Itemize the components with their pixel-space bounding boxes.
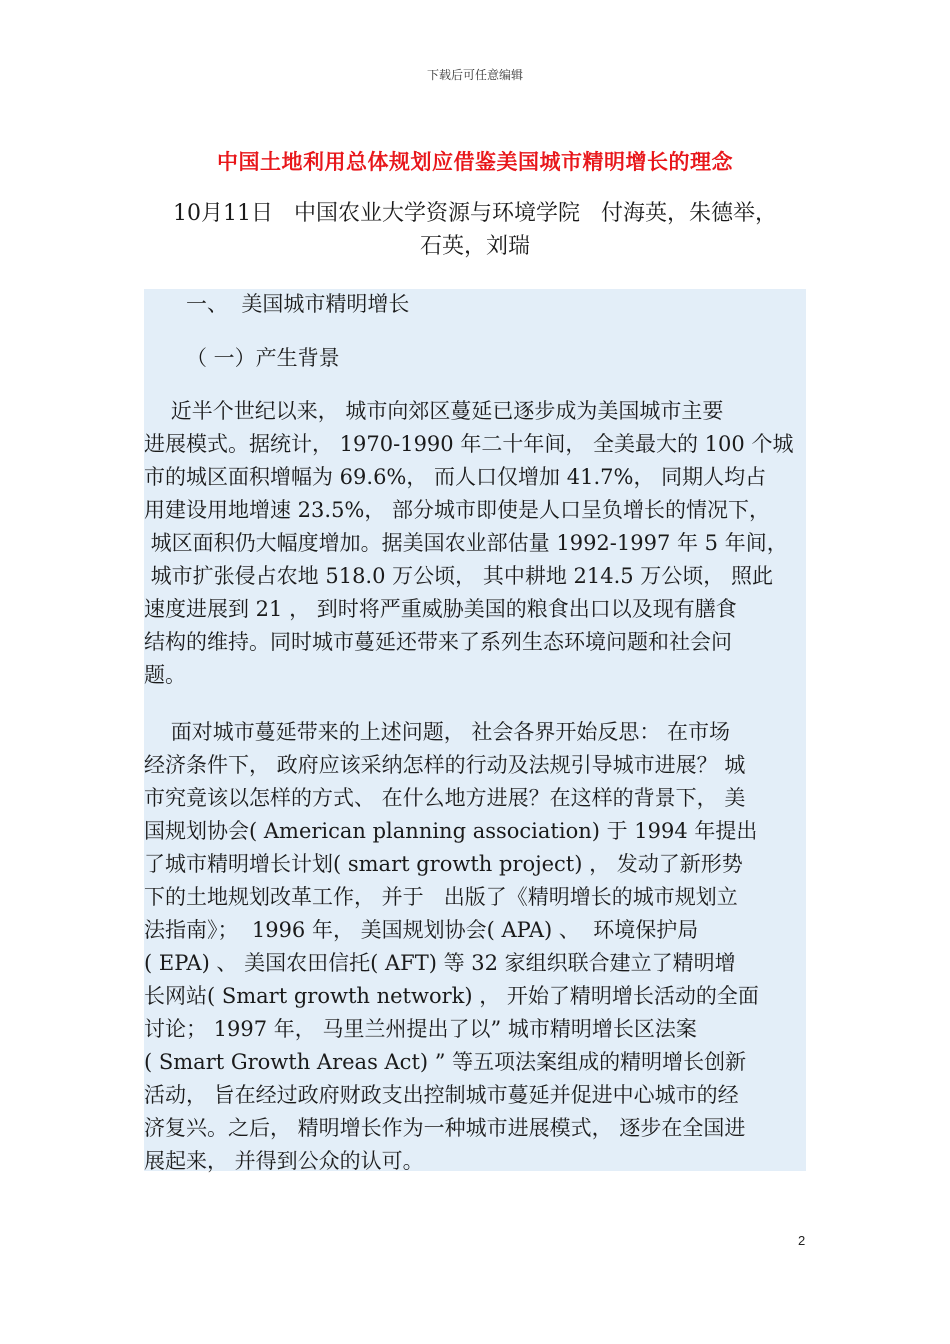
paragraph-line: 结构的维持。同时城市蔓延还带来了系列生态环境问题和社会问: [144, 630, 732, 654]
paragraph-line: 了城市精明增长计划( smart growth project) ， 发动了新形势: [144, 852, 743, 876]
paragraph-line: 下的土地规划改革工作， 并于 出版了《精明增长的城市规划立: [144, 885, 738, 909]
paragraph-line: ( EPA) 、 美国农田信托( AFT) 等 32 家组织联合建立了精明增: [144, 951, 736, 975]
paragraph-line: 题。: [144, 663, 186, 687]
paragraph-line: 市的城区面积增幅为 69.6%， 而人口仅增加 41.7%， 同期人均占: [144, 465, 767, 489]
paragraph-line: 市究竟该以怎样的方式、 在什么地方进展？在这样的背景下， 美: [144, 786, 746, 810]
paragraph-line: 展起来， 并得到公众的认可。: [144, 1149, 424, 1173]
paragraph-background: [144, 395, 806, 692]
paragraph-line: 活动， 旨在经过政府财政支出控制城市蔓延并促进中心城市的经: [144, 1083, 739, 1107]
subsection-heading: （ 一）产生背景: [186, 346, 340, 370]
paragraph-line: 讨论； 1997 年， 马里兰州提出了以” 城市精明增长区法案: [144, 1017, 697, 1041]
paragraph-response: [144, 716, 806, 1178]
paragraph-line: 经济条件下， 政府应该采纳怎样的行动及法规引导城市进展？ 城: [144, 753, 746, 777]
page-header-note: 下载后可任意编辑: [426, 68, 523, 82]
paragraph-line: 国规划协会( American planning association) 于 1994 年提出: [144, 819, 758, 843]
byline-line-1: 10月11日 中国农业大学资源与环境学院 付海英，朱德举，: [173, 201, 777, 226]
paragraph-line: 济复兴。之后， 精明增长作为一种城市进展模式， 逐步在全国进: [144, 1116, 746, 1140]
paragraph-line: 法指南》； 1996 年， 美国规划协会( APA) 、 环境保护局: [144, 918, 699, 942]
byline-line-2: 石英，刘瑞: [419, 234, 530, 259]
author-byline: [150, 197, 800, 263]
paragraph-line: 进展模式。据统计， 1970-1990 年二十年间， 全美最大的 100 个城: [144, 432, 794, 456]
paragraph-line: 用建设用地增速 23.5%， 部分城市即使是人口呈负增长的情况下，: [144, 498, 771, 522]
page-number: 2: [798, 1233, 806, 1248]
paragraph-line: 面对城市蔓延带来的上述问题， 社会各界开始反思： 在市场: [144, 720, 731, 744]
paragraph-line: 速度进展到 21 ， 到时将严重威胁美国的粮食出口以及现有膳食: [144, 597, 737, 621]
paragraph-line: 城区面积仍大幅度增加。据美国农业部估量 1992-1997 年 5 年间，: [144, 531, 788, 555]
paragraph-line: ( Smart Growth Areas Act) ” 等五项法案组成的精明增长创新: [144, 1050, 747, 1074]
paragraph-line: 近半个世纪以来， 城市向郊区蔓延已逐步成为美国城市主要: [144, 399, 724, 423]
section-heading: 一、 美国城市精明增长: [186, 292, 410, 316]
document-title: 中国土地利用总体规划应借鉴美国城市精明增长的理念: [217, 150, 733, 174]
paragraph-line: 长网站( Smart growth network) ， 开始了精明增长活动的全面: [144, 984, 759, 1008]
paragraph-line: 城市扩张侵占农地 518.0 万公顷， 其中耕地 214.5 万公顷， 照此: [144, 564, 773, 588]
